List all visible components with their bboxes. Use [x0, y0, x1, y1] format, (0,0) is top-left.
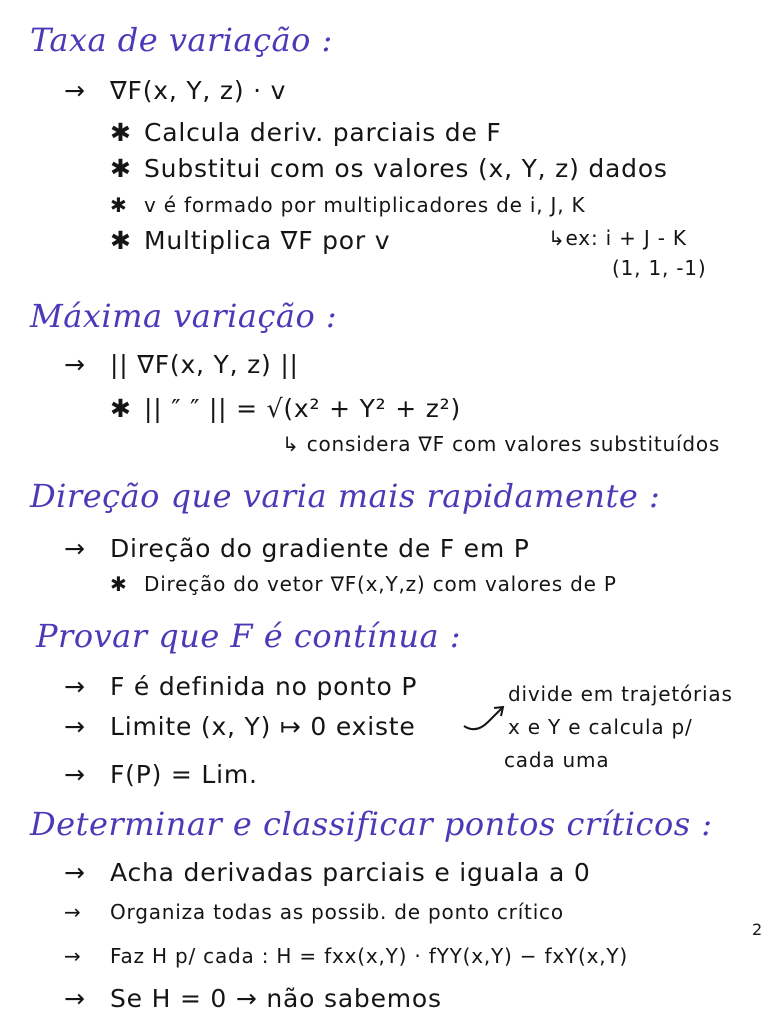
maxima-formula-line	[64, 352, 299, 377]
maxima-formula: || ∇F(x, Y, z) ||	[110, 350, 299, 379]
provar-note-2: x e Y e calcula p/	[508, 715, 693, 739]
asterisk-bullet-icon: ✱	[110, 193, 128, 217]
determinar-line-3-text: Faz H p/ cada : H = fxx(x,Y) · fYY(x,Y) − fxY(x,Y)	[110, 944, 629, 968]
arrow-icon: →	[64, 76, 86, 105]
taxa-bullet-1-text: Calcula deriv. parciais de F	[144, 118, 502, 147]
maxima-note: ↳ considera ∇F com valores substituídos	[282, 432, 721, 456]
provar-line-2-text: Limite (x, Y) ↦ 0 existe	[110, 712, 416, 741]
determinar-line-3	[64, 946, 628, 966]
provar-line-3-text: F(P) = Lim.	[110, 760, 258, 789]
provar-line-2	[64, 714, 416, 739]
asterisk-bullet-icon: ✱	[110, 154, 132, 183]
direcao-line-1	[64, 536, 530, 561]
heading-taxa-de-variacao: Taxa de variação :	[30, 21, 333, 59]
taxa-bullet-3	[110, 195, 585, 215]
provar-line-1-text: F é definida no ponto P	[110, 672, 418, 701]
asterisk-bullet-icon: ✱	[110, 226, 132, 255]
determinar-line-1	[64, 860, 591, 885]
arrow-icon: →	[64, 760, 86, 789]
curved-arrow-icon	[462, 698, 508, 738]
direcao-line-1-text: Direção do gradiente de F em P	[110, 534, 530, 563]
arrow-icon: →	[64, 944, 82, 968]
squared-exponent: 2	[752, 920, 763, 939]
maxima-bullet	[110, 396, 461, 421]
arrow-icon: →	[64, 712, 86, 741]
heading-direcao: Direção que varia mais rapidamente :	[30, 477, 661, 515]
provar-line-3	[64, 762, 258, 787]
asterisk-bullet-icon: ✱	[110, 118, 132, 147]
provar-line-1	[64, 674, 417, 699]
taxa-bullet-3-text: v é formado por multiplicadores de i, J, K	[144, 193, 586, 217]
taxa-example-values: (1, 1, -1)	[612, 256, 707, 280]
taxa-formula-line	[64, 78, 286, 103]
taxa-bullet-4	[110, 228, 390, 253]
taxa-bullet-1	[110, 120, 502, 145]
asterisk-bullet-icon: ✱	[110, 394, 132, 423]
direcao-line-2-text: Direção do vetor ∇F(x,Y,z) com valores de P	[144, 572, 617, 596]
determinar-line-1-text: Acha derivadas parciais e iguala a 0	[110, 858, 591, 887]
direcao-line-2	[110, 574, 617, 594]
heading-provar-continua: Provar que F é contínua :	[36, 617, 462, 655]
taxa-bullet-2-text: Substitui com os valores (x, Y, z) dados	[144, 154, 668, 183]
provar-note-3: cada uma	[504, 748, 610, 772]
taxa-example-note: ↳ex: i + J - K	[548, 226, 687, 250]
provar-note-1: divide em trajetórias	[508, 682, 733, 706]
arrow-icon: →	[64, 984, 86, 1013]
maxima-bullet-text: || ″ ″ || = √(x² + Y² + z²)	[144, 394, 462, 423]
taxa-bullet-2	[110, 156, 668, 181]
arrow-icon: →	[64, 534, 86, 563]
arrow-icon: →	[64, 350, 86, 379]
taxa-bullet-4-text: Multiplica ∇F por v	[144, 226, 391, 255]
determinar-line-2-text: Organiza todas as possib. de ponto crítico	[110, 900, 564, 924]
heading-determinar-pontos-criticos: Determinar e classificar pontos críticos :	[30, 805, 713, 843]
arrow-icon: →	[64, 672, 86, 701]
arrow-icon: →	[64, 858, 86, 887]
arrow-icon: →	[64, 900, 82, 924]
taxa-formula: ∇F(x, Y, z) · v	[110, 76, 287, 105]
asterisk-bullet-icon: ✱	[110, 572, 128, 596]
determinar-line-4-text: Se H = 0 → não sabemos	[110, 984, 442, 1013]
determinar-line-4	[64, 986, 442, 1011]
determinar-line-2	[64, 902, 564, 922]
heading-maxima-variacao: Máxima variação :	[30, 297, 338, 335]
